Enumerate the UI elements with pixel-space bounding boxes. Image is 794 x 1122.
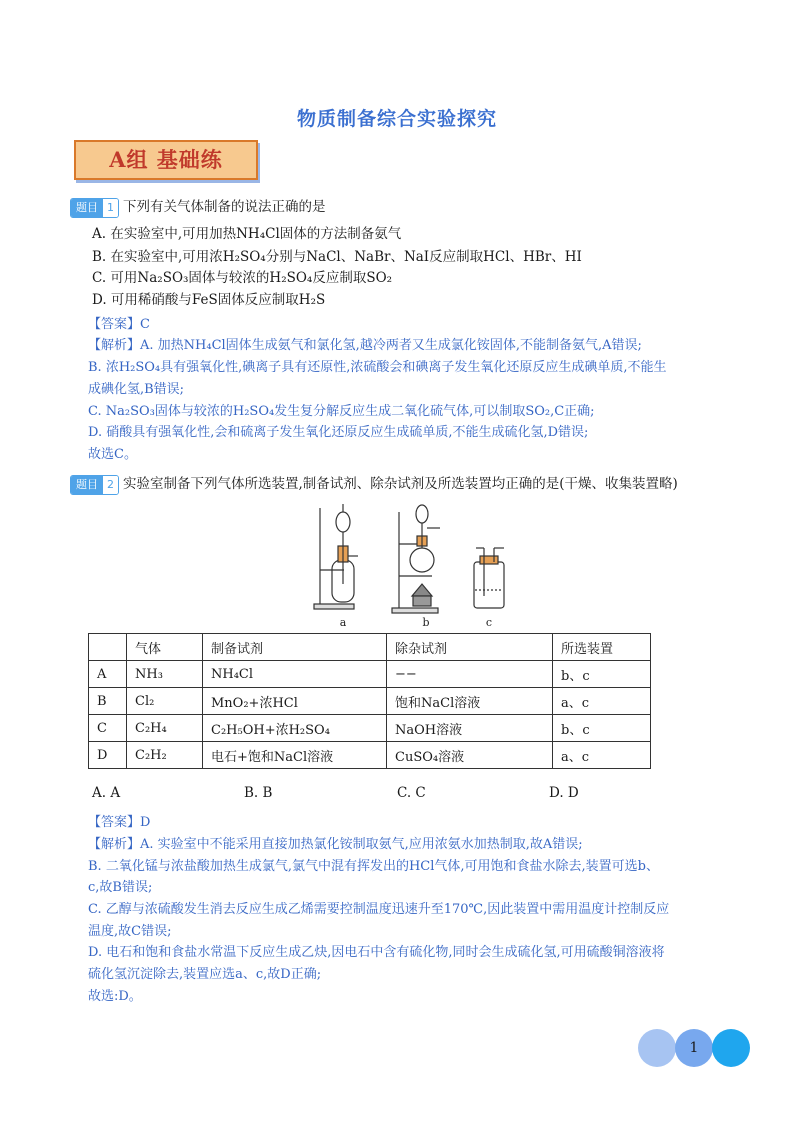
table-cell: NH₃ — [127, 661, 203, 688]
question-2-choice-c: C. C — [397, 785, 426, 801]
page-number-badge — [638, 1029, 750, 1067]
table-cell: C — [89, 715, 127, 742]
table-header-cell: 气体 — [127, 634, 203, 661]
question-2-analysis-line: 【解析】A. 实验室中不能采用直接加热氯化铵制取氨气,应用浓氨水加热制取,故A错误; — [88, 837, 583, 852]
apparatus-label-b: b — [422, 616, 430, 629]
table-cell: NH₄Cl — [203, 661, 387, 688]
question-2-choice-b: B. B — [244, 785, 273, 801]
question-1-option-a: A. 在实验室中,可用加热NH₄Cl固体的方法制备氨气 — [92, 226, 402, 242]
table-cell: B — [89, 688, 127, 715]
table-cell: C₂H₅OH+浓H₂SO₄ — [203, 715, 387, 742]
table-cell: C₂H₂ — [127, 742, 203, 769]
question-1-option-b: B. 在实验室中,可用浓H₂SO₄分别与NaCl、NaBr、NaI反应制取HCl、HBr、HI — [92, 249, 582, 265]
question-1-option-c: C. 可用Na₂SO₃固体与较浓的H₂SO₄反应制取SO₂ — [92, 270, 393, 286]
table-header-cell: 所选装置 — [553, 634, 651, 661]
question-2-table — [88, 633, 651, 769]
table-cell: −− — [387, 661, 553, 688]
table-row — [89, 661, 651, 688]
table-cell: CuSO₄溶液 — [387, 742, 553, 769]
question-2-choice-a: A. A — [92, 785, 121, 801]
table-header-cell: 除杂试剂 — [387, 634, 553, 661]
table-row — [89, 715, 651, 742]
question-2-badge: 题目 2 — [70, 475, 119, 495]
page-title: 物质制备综合实验探究 — [296, 108, 497, 130]
table-header-cell — [89, 634, 127, 661]
table-cell: b、c — [553, 661, 651, 688]
question-1-analysis-line: C. Na₂SO₃固体与较浓的H₂SO₄发生复分解反应生成二氧化硫气体,可以制取SO₂,C正确; — [88, 404, 595, 419]
question-1-analysis-line: B. 浓H₂SO₄具有强氧化性,碘离子具有还原性,浓硫酸会和碘离子发生氧化还原反应生成碘单质,不能生 — [88, 360, 667, 375]
table-header-row — [89, 634, 651, 661]
question-2-analysis-line: c,故B错误; — [88, 880, 153, 895]
question-1-analysis-line: 【解析】A. 加热NH₄Cl固体生成氨气和氯化氢,越冷两者又生成氯化铵固体,不能制备氨气,A错误; — [88, 338, 642, 353]
apparatus-label-a: a — [339, 616, 347, 629]
question-2-stem: 题目 2 实验室制备下列气体所选装置,制备试剂、除杂试剂及所选装置均正确的是(干燥、收集装置略) — [70, 472, 678, 495]
table-cell: a、c — [553, 742, 651, 769]
question-1-stem: 题目 1 下列有关气体制备的说法正确的是 — [70, 195, 326, 218]
table-cell: 饱和NaCl溶液 — [387, 688, 553, 715]
question-1-analysis-line: 成碘化氢,B错误; — [88, 382, 185, 397]
question-1-badge: 题目 1 — [70, 198, 119, 218]
lab-apparatus-figure — [300, 500, 530, 630]
group-heading: A组 基础练 — [74, 140, 258, 180]
table-cell: NaOH溶液 — [387, 715, 553, 742]
table-cell: b、c — [553, 715, 651, 742]
question-2-answer: 【答案】D — [88, 815, 151, 830]
question-2-analysis-line: C. 乙醇与浓硫酸发生消去反应生成乙烯需要控制温度迅速升至170℃,因此装置中需用温度计控制反应 — [88, 902, 670, 917]
table-cell: D — [89, 742, 127, 769]
question-1-option-d: D. 可用稀硝酸与FeS固体反应制取H₂S — [92, 292, 326, 308]
question-1-answer: 【答案】C — [88, 317, 150, 332]
table-row — [89, 688, 651, 715]
table-row — [89, 742, 651, 769]
question-1-analysis-line: D. 硝酸具有强氧化性,会和硫离子发生氧化还原反应生成硫单质,不能生成硫化氢,D错误; — [88, 425, 589, 440]
apparatus-b — [392, 505, 440, 613]
table-cell: Cl₂ — [127, 688, 203, 715]
question-2-analysis-line: 硫化氢沉淀除去,装置应选a、c,故D正确; — [88, 967, 322, 982]
table-cell: a、c — [553, 688, 651, 715]
table-header-cell: 制备试剂 — [203, 634, 387, 661]
apparatus-c — [474, 548, 504, 608]
table-cell: C₂H₄ — [127, 715, 203, 742]
apparatus-a — [314, 504, 358, 609]
question-2-analysis-line: 温度,故C错误; — [88, 924, 172, 939]
question-2-analysis-line: D. 电石和饱和食盐水常温下反应生成乙炔,因电石中含有硫化物,同时会生成硫化氢,可用硫酸铜溶液将 — [88, 945, 665, 960]
table-cell: A — [89, 661, 127, 688]
question-1-analysis-line: 故选C。 — [88, 447, 137, 462]
question-2-analysis-line: B. 二氧化锰与浓盐酸加热生成氯气,氯气中混有挥发出的HCl气体,可用饱和食盐水除去,装置可选b、 — [88, 859, 659, 874]
question-2-choice-d: D. D — [549, 785, 579, 801]
apparatus-label-c: c — [485, 616, 493, 629]
table-cell: MnO₂+浓HCl — [203, 688, 387, 715]
table-cell: 电石+饱和NaCl溶液 — [203, 742, 387, 769]
question-2-analysis-line: 故选:D。 — [88, 989, 142, 1004]
page-number: 1 — [689, 1040, 699, 1056]
